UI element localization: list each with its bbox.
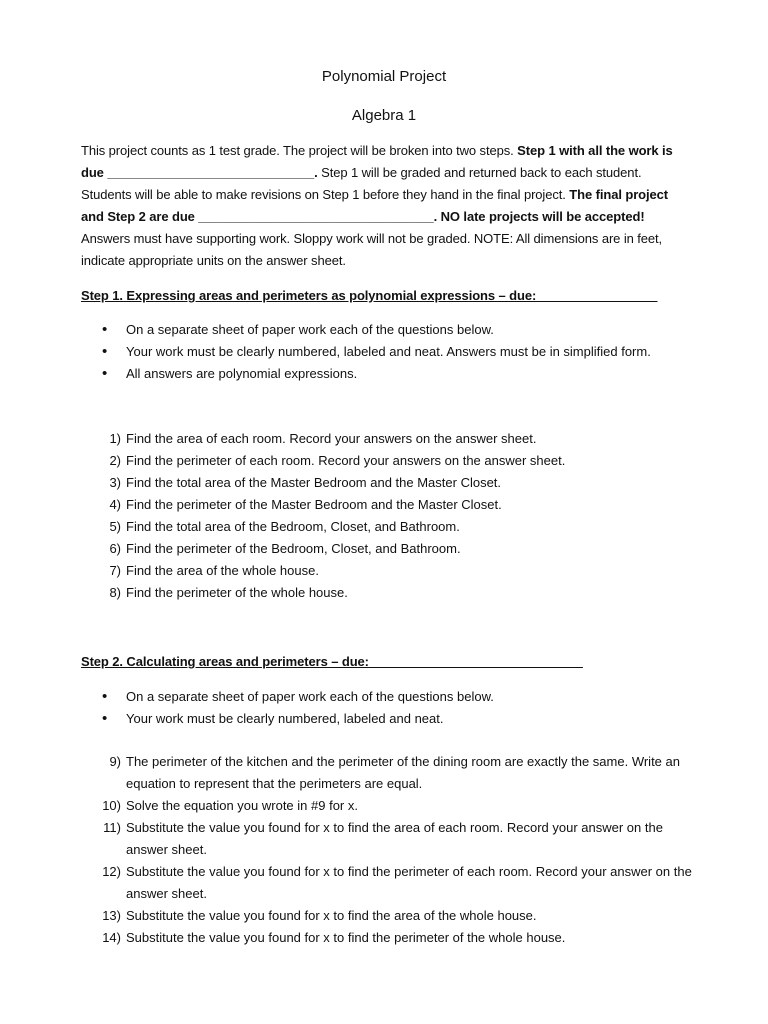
question-item (81, 751, 693, 795)
question-item (81, 494, 693, 516)
question-text: Substitute the value you found for x to find the perimeter of each room. Record your answer on the answer sheet. (126, 864, 692, 901)
question-item (81, 927, 693, 949)
question-item (81, 516, 693, 538)
step2-questions (81, 751, 693, 949)
question-item (81, 795, 693, 817)
question-text: Find the area of each room. Record your answers on the answer sheet. (126, 431, 537, 446)
question-item (81, 428, 693, 450)
question-item (81, 582, 693, 604)
question-text: Find the total area of the Master Bedroom and the Master Closet. (126, 475, 502, 490)
question-item (81, 905, 693, 927)
question-item (81, 861, 693, 905)
document-subtitle: Algebra 1 (351, 107, 417, 124)
question-item (81, 538, 693, 560)
question-number: 9) (109, 754, 121, 769)
question-number: 3) (109, 475, 121, 490)
instruction-item: • Your work must be clearly numbered, labeled and neat. (81, 708, 693, 730)
question-text: Substitute the value you found for x to find the area of each room. Record your answer on the answer sheet. (126, 820, 663, 857)
question-number: 6) (109, 541, 121, 556)
instruction-item: • On a separate sheet of paper work each of the questions below. (81, 319, 693, 341)
question-text: Find the perimeter of the whole house. (126, 585, 348, 600)
intro-step1-due: Step 1 with all the work is due _____________________________. (81, 143, 673, 180)
question-number: 10) (102, 798, 121, 813)
instruction-item: • All answers are polynomial expressions. (81, 363, 693, 385)
question-number: 5) (109, 519, 121, 534)
question-number: 7) (109, 563, 121, 578)
intro-paragraph (81, 140, 693, 272)
question-number: 12) (102, 864, 121, 879)
question-text: The perimeter of the kitchen and the perimeter of the dining room are exactly the same. Write an equation to represent that the perimeters are equal. (126, 754, 680, 791)
question-text: Find the perimeter of the Master Bedroom and the Master Closet. (126, 497, 502, 512)
question-text: Substitute the value you found for x to find the perimeter of the whole house. (126, 930, 566, 945)
instruction-item: • Your work must be clearly numbered, labeled and neat. Answers must be in simplified form. (81, 341, 693, 363)
intro-text: Answers must have supporting work. Sloppy work will not be graded. NOTE: All dimensions are in feet, indicate appropriate units on the answer sheet. (81, 231, 663, 268)
intro-text: Step 1 will be graded and returned back to each student. Students will be able to make revisions on Step 1 before they hand in the final project. (81, 165, 642, 202)
question-number: 1) (109, 431, 121, 446)
document-title: Polynomial Project (321, 68, 447, 85)
question-item (81, 472, 693, 494)
instruction-item: • On a separate sheet of paper work each of the questions below. (81, 686, 693, 708)
step1-heading: Step 1. Expressing areas and perimeters as polynomial expressions – due:_________________ (81, 288, 658, 303)
step1-instructions (81, 319, 693, 385)
question-number: 13) (102, 908, 121, 923)
question-number: 11) (103, 820, 121, 835)
question-text: Solve the equation you wrote in #9 for x. (126, 798, 358, 813)
intro-text: This project counts as 1 test grade. The project will be broken into two steps. (81, 143, 518, 158)
question-number: 4) (109, 497, 121, 512)
question-number: 8) (109, 585, 121, 600)
step1-questions (81, 428, 693, 604)
question-text: Find the area of the whole house. (126, 563, 319, 578)
question-item (81, 450, 693, 472)
step2-heading: Step 2. Calculating areas and perimeters – due:______________________________ (81, 654, 583, 669)
question-item (81, 817, 693, 861)
question-text: Find the perimeter of each room. Record your answers on the answer sheet. (126, 453, 566, 468)
intro-final-due: The final project and Step 2 are due _________________________________. NO late projects will be accepted! (81, 187, 668, 224)
question-item (81, 560, 693, 582)
question-number: 2) (109, 453, 121, 468)
question-text: Find the total area of the Bedroom, Closet, and Bathroom. (126, 519, 460, 534)
question-text: Find the perimeter of the Bedroom, Closet, and Bathroom. (126, 541, 461, 556)
question-text: Substitute the value you found for x to find the area of the whole house. (126, 908, 537, 923)
step2-instructions (81, 686, 693, 730)
question-number: 14) (102, 930, 121, 945)
